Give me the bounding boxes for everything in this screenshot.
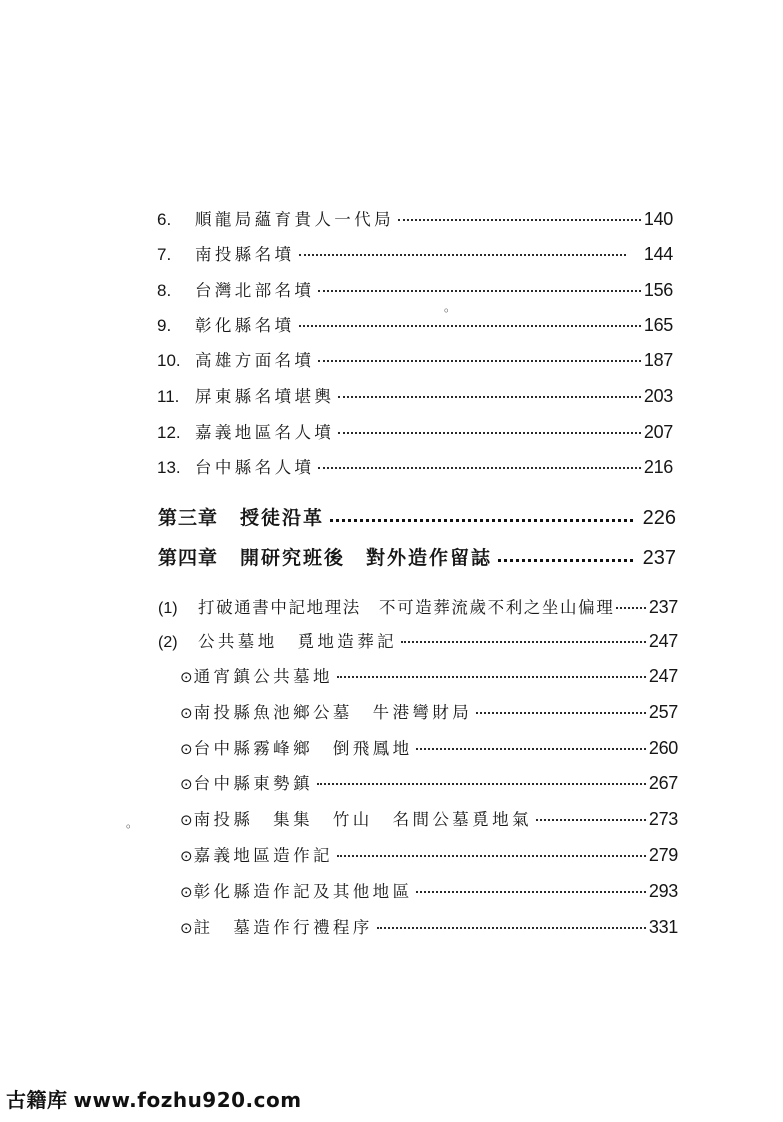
entry-page: 187 xyxy=(643,350,673,370)
entry-number: 9. xyxy=(157,316,172,335)
dot-leader xyxy=(476,712,646,714)
chapter-title: 授徒沿革 xyxy=(240,507,325,529)
dot-leader xyxy=(377,927,646,929)
entry-title: 嘉義地區名人墳 xyxy=(195,423,335,442)
dot-leader xyxy=(299,254,626,256)
chapter-title: 開研究班後 對外造作留誌 xyxy=(240,547,493,569)
entry-title: 南投縣名墳 xyxy=(195,245,295,264)
circle-dot-icon: ⊙ xyxy=(180,775,193,793)
subsection-page: 267 xyxy=(648,773,678,793)
dot-leader xyxy=(338,432,641,434)
subsection-page: 279 xyxy=(648,845,678,865)
dot-leader xyxy=(416,748,645,750)
toc-section xyxy=(158,592,678,622)
entry-page: 156 xyxy=(643,280,673,300)
subsection-title: 彰化縣造作記及其他地區 xyxy=(193,882,413,901)
toc-entry xyxy=(157,204,673,234)
entry-page: 140 xyxy=(643,209,673,229)
chapter-label: 第四章 xyxy=(158,547,219,569)
entry-page: 203 xyxy=(643,386,673,406)
toc-subsection xyxy=(180,733,678,763)
circle-dot-icon: ⊙ xyxy=(180,919,193,937)
entry-number: 7. xyxy=(157,245,172,264)
dot-leader xyxy=(398,219,641,221)
dot-leader xyxy=(318,290,640,292)
toc-subsection xyxy=(180,876,678,906)
section-number: (2) xyxy=(158,634,178,651)
dot-leader xyxy=(338,396,641,398)
entry-title: 屏東縣名墳堪輿 xyxy=(195,387,335,406)
toc-entry xyxy=(157,381,673,411)
dot-leader xyxy=(299,325,641,327)
dot-leader xyxy=(337,676,646,678)
subsection-page: 247 xyxy=(648,666,678,686)
toc-chapter xyxy=(158,542,676,574)
subsection-title: 台中縣東勢鎮 xyxy=(193,774,313,793)
entry-number: 10. xyxy=(157,351,181,370)
toc-entry xyxy=(157,310,673,340)
subsection-page: 293 xyxy=(648,881,678,901)
subsection-title: 南投縣 集集 竹山 名間公墓覓地氣 xyxy=(193,810,532,829)
subsection-page: 257 xyxy=(648,702,678,722)
entry-number: 13. xyxy=(157,458,181,477)
toc-subsection xyxy=(180,840,678,870)
toc-entry xyxy=(157,275,673,305)
circle-dot-icon: ⊙ xyxy=(180,704,193,722)
subsection-title: 通宵鎮公共墓地 xyxy=(193,667,333,686)
subsection-title: 台中縣霧峰鄉 倒飛鳳地 xyxy=(193,739,413,758)
toc-subsection xyxy=(180,912,678,942)
toc-chapter xyxy=(158,502,676,534)
toc-entry xyxy=(157,345,673,375)
stray-dot-mark: 。 xyxy=(126,816,139,830)
section-number: (1) xyxy=(158,600,178,617)
dot-leader xyxy=(318,360,640,362)
entry-page: 216 xyxy=(643,457,673,477)
dot-leader xyxy=(416,891,645,893)
watermark-site-name: 古籍库 xyxy=(6,1088,68,1112)
circle-dot-icon: ⊙ xyxy=(180,811,193,829)
watermark-url: www.fozhu920.com xyxy=(73,1088,302,1112)
entry-number: 12. xyxy=(157,423,181,442)
dot-leader xyxy=(318,467,640,469)
entry-number: 8. xyxy=(157,281,172,300)
circle-dot-icon: ⊙ xyxy=(180,883,193,901)
entry-title: 彰化縣名墳 xyxy=(195,316,295,335)
entry-page: 144 xyxy=(643,244,673,264)
dot-leader xyxy=(536,819,646,821)
subsection-title: 南投縣魚池鄉公墓 牛港彎財局 xyxy=(193,703,473,722)
entry-title: 順龍局蘊育貴人一代局 xyxy=(195,210,394,229)
dot-leader xyxy=(616,607,646,609)
entry-page: 207 xyxy=(643,422,673,442)
toc-section xyxy=(158,626,678,656)
chapter-page: 226 xyxy=(642,507,676,529)
section-title: 打破通書中記地理法 不可造葬流歲不利之坐山偏理 xyxy=(198,598,615,617)
section-title: 公共墓地 覓地造葬記 xyxy=(198,632,397,651)
stray-dot-mark: 。 xyxy=(444,300,457,314)
circle-dot-icon: ⊙ xyxy=(180,740,193,758)
dot-leader xyxy=(330,519,633,522)
dot-leader xyxy=(401,641,646,643)
toc-subsection xyxy=(180,661,678,691)
dot-leader xyxy=(498,559,633,562)
dot-leader xyxy=(317,783,646,785)
subsection-title: 嘉義地區造作記 xyxy=(193,846,333,865)
entry-title: 高雄方面名墳 xyxy=(195,351,315,370)
chapter-page: 237 xyxy=(642,547,676,569)
entry-title: 台灣北部名墳 xyxy=(195,281,315,300)
chapter-label: 第三章 xyxy=(158,507,219,529)
section-page: 237 xyxy=(648,597,678,617)
toc-entry xyxy=(157,452,673,482)
subsection-page: 273 xyxy=(648,809,678,829)
circle-dot-icon: ⊙ xyxy=(180,847,193,865)
toc-entry xyxy=(157,239,673,269)
dot-leader xyxy=(337,855,646,857)
entry-page: 165 xyxy=(643,315,673,335)
subsection-title: 註 墓造作行禮程序 xyxy=(193,918,373,937)
entry-number: 6. xyxy=(157,210,172,229)
entry-number: 11. xyxy=(157,387,180,406)
watermark xyxy=(6,1084,302,1113)
section-page: 247 xyxy=(648,631,678,651)
subsection-page: 260 xyxy=(648,738,678,758)
entry-title: 台中縣名人墳 xyxy=(195,458,315,477)
toc-entry xyxy=(157,417,673,447)
toc-subsection xyxy=(180,697,678,727)
toc-subsection xyxy=(180,768,678,798)
circle-dot-icon: ⊙ xyxy=(180,668,193,686)
subsection-page: 331 xyxy=(648,917,678,937)
toc-subsection xyxy=(180,804,678,834)
